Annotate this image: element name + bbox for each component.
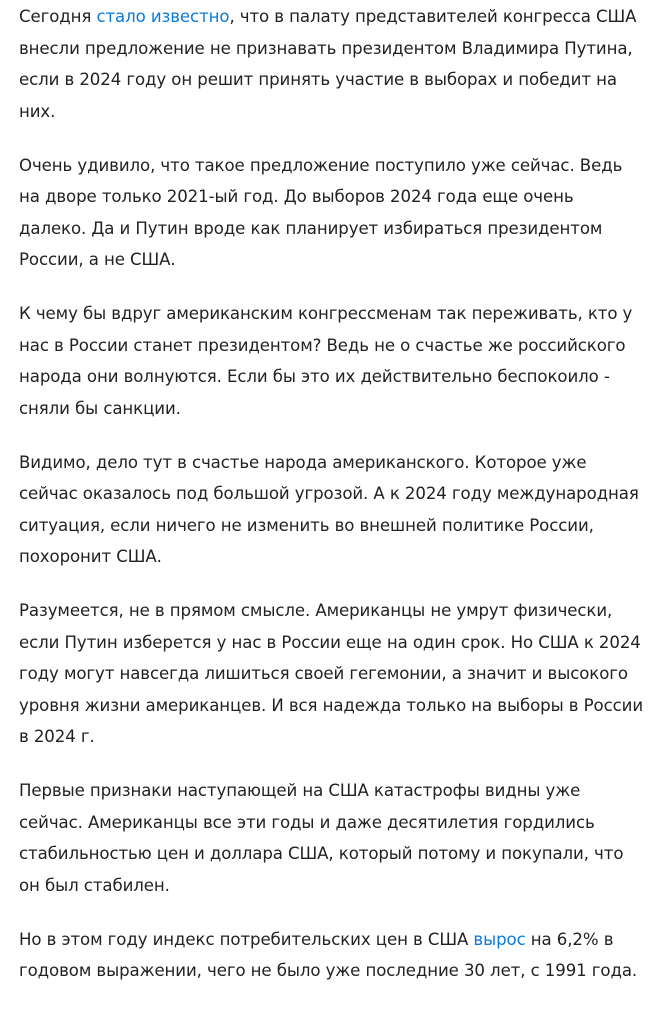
paragraph-4: Видимо, дело тут в счастье народа американского. Которое уже сейчас оказалось под большой угрозой. А к 2024 году международная ситуация, если ничего не изменить во внешней политике России, похоронит США. <box>19 452 639 566</box>
paragraph-1-text-end: , что в палату представителей конгресса США внесли предложение не признавать президентом Владимира Путина, если в 2024 году он решит принять участие в выборах и победит на них. <box>19 7 637 121</box>
paragraph-3: К чему бы вдруг американским конгрессменам так переживать, кто у нас в России станет президентом? Ведь не о счастье же российского народа они волнуются. Если бы это их действительно беспокоило - сняли бы санкции. <box>19 304 633 418</box>
paragraph-7 <box>19 924 644 987</box>
vyros-link[interactable]: вырос <box>473 929 526 949</box>
paragraph-2: Очень удивило, что такое предложение поступило уже сейчас. Ведь на дворе только 2021-ый год. До выборов 2024 года еще очень далеко. Да и Путин вроде как планирует избираться президентом России, а не США. <box>19 155 623 269</box>
paragraph-7-text-start: Но в этом году индекс потребительских цен в США <box>19 929 474 949</box>
article-body <box>19 0 644 1009</box>
paragraph-7-text-end: на 6,2% в годовом выражении, чего не было уже последние 30 лет, с 1991 года. <box>19 929 638 980</box>
paragraph-5: Разумеется, не в прямом смысле. Американцы не умрут физически, если Путин изберется у нас в России еще на один срок. Но США к 2024 году могут навсегда лишиться своей гегемонии, а значит и высокого уровня жизни американцев. И вся надежда только на выборы в России в 2024 г. <box>19 601 644 746</box>
paragraph-6: Первые признаки наступающей на США катастрофы видны уже сейчас. Американцы все эти годы и даже десятилетия гордились стабильностью цен и доллара США, который потому и покупали, что он был стабилен. <box>19 781 624 895</box>
stalo-izvestno-link[interactable]: стало известно <box>96 7 230 26</box>
paragraph-1 <box>19 1 644 127</box>
paragraph-1-text-start: Сегодня <box>19 7 97 26</box>
